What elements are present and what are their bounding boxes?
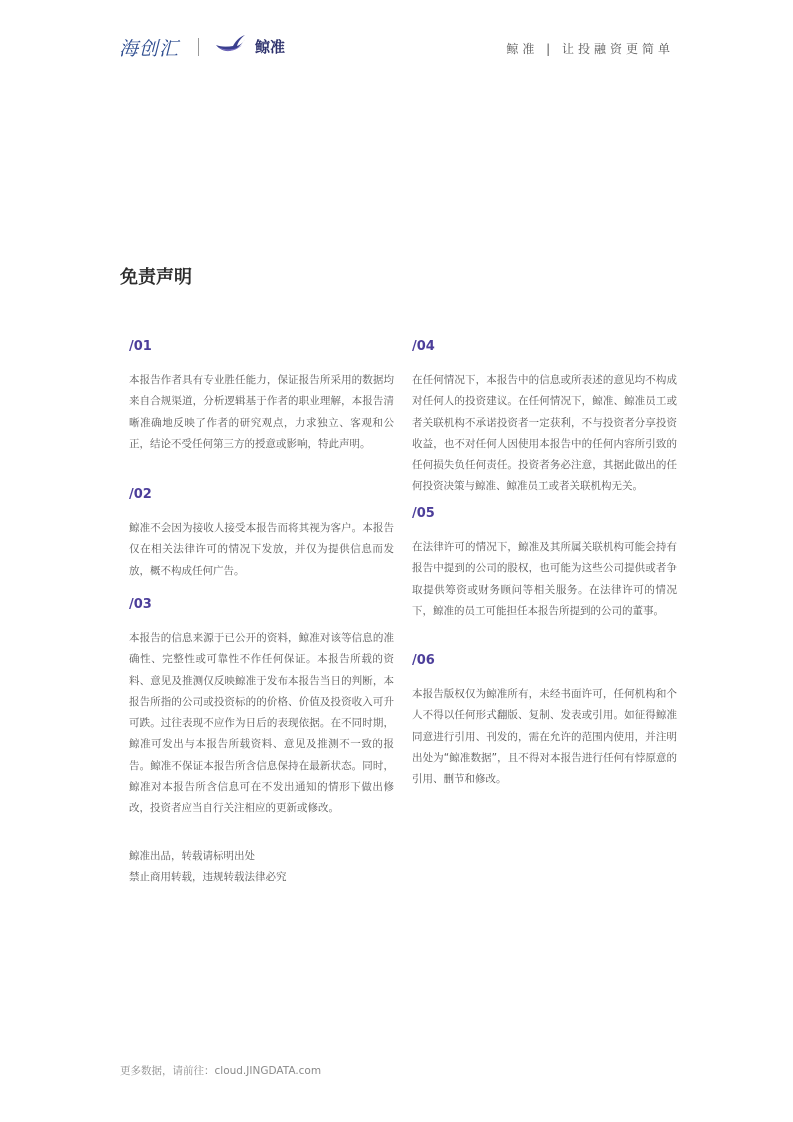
section-02 xyxy=(129,486,394,596)
section-number: /02 xyxy=(129,487,152,502)
section-text: 在法律许可的情况下，鲸准及其所属关联机构可能会持有报告中提到的公司的股权，也可能为这些公司提供或者争取提供筹资或财务顾问等相关服务。在法律许可的情况下，鲸准的员工可能担任本报告所提到的公司的董事。 xyxy=(412,541,677,617)
haichuanghui-logo: 海创汇 xyxy=(119,38,180,60)
page-title: 免责声明 xyxy=(120,267,192,288)
section-04 xyxy=(412,338,677,505)
logo-divider xyxy=(198,38,199,56)
left-column xyxy=(129,338,394,820)
section-number: /03 xyxy=(129,597,152,612)
credits-line-2: 禁止商用转载，违规转载法律必究 xyxy=(129,871,287,883)
credits-line-1: 鲸准出品，转载请标明出处 xyxy=(129,850,255,862)
section-06 xyxy=(412,652,677,790)
section-text: 鲸准不会因为接收人接受本报告而将其视为客户。本报告仅在相关法律许可的情况下发放，并仅为提供信息而发放，概不构成任何广告。 xyxy=(129,522,394,577)
section-01 xyxy=(129,338,394,486)
credits xyxy=(129,846,287,888)
section-number: /01 xyxy=(129,339,152,354)
section-text: 本报告作者具有专业胜任能力，保证报告所采用的数据均来自合规渠道，分析逻辑基于作者的职业理解，本报告清晰准确地反映了作者的研究观点，力求独立、客观和公正，结论不受任何第三方的授意或影响，特此声明。 xyxy=(129,374,394,450)
header-tagline: 鲸准 | 让投融资更简单 xyxy=(506,42,674,56)
jingzhun-logo-text: 鲸准 xyxy=(255,38,286,56)
section-number: /05 xyxy=(412,506,435,521)
section-05 xyxy=(412,505,677,652)
whale-icon xyxy=(214,33,248,57)
section-text: 本报告版权仅为鲸准所有，未经书面许可，任何机构和个人不得以任何形式翻版、复制、发表或引用。如征得鲸准同意进行引用、刊发的，需在允许的范围内使用，并注明出处为“鲸准数据”，且不得对本报告进行任何有悖原意的引用、删节和修改。 xyxy=(412,688,677,786)
section-number: /06 xyxy=(412,653,435,668)
page-header xyxy=(0,0,793,80)
section-03 xyxy=(129,596,394,820)
right-column xyxy=(412,338,677,790)
section-text: 本报告的信息来源于已公开的资料，鲸准对该等信息的准确性、完整性或可靠性不作任何保证。本报告所载的资料、意见及推测仅反映鲸准于发布本报告当日的判断，本报告所指的公司或投资标的的价格、价值及投资收入可升可跌。过往表现不应作为日后的表现依据。在不同时期，鲸准可发出与本报告所载资料、意见及推测不一致的报告。鲸准不保证本报告所含信息保持在最新状态。同时，鲸准对本报告所含信息可在不发出通知的情形下做出修改，投资者应当自行关注相应的更新或修改。 xyxy=(129,632,394,815)
footer-link-text: 更多数据，请前往：cloud.JINGDATA.com xyxy=(120,1065,322,1077)
section-text: 在任何情况下，本报告中的信息或所表述的意见均不构成对任何人的投资建议。在任何情况下，鲸准、鲸准员工或者关联机构不承诺投资者一定获利，不与投资者分享投资收益，也不对任何人因使用本报告中的任何内容所引致的任何损失负任何责任。投资者务必注意，其据此做出的任何投资决策与鲸准、鲸准员工或者关联机构无关。 xyxy=(412,374,677,493)
section-number: /04 xyxy=(412,339,435,354)
